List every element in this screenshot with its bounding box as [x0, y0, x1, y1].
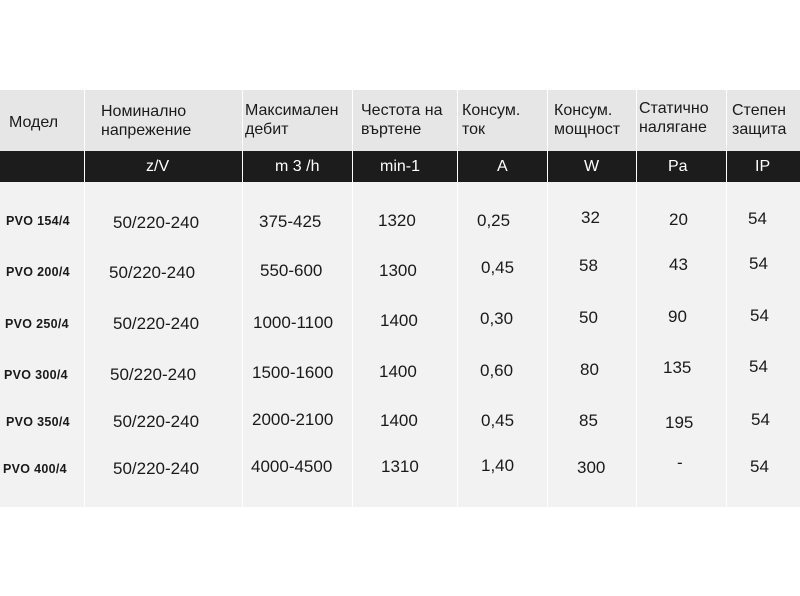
cell-flow: 2000-2100: [252, 410, 334, 429]
cell-speed: 1300: [379, 261, 417, 280]
cell-flow: 375-425: [259, 212, 322, 231]
cell-protection: 54: [751, 410, 770, 429]
header-current: Консум. ток: [462, 102, 521, 138]
header-static-pressure: Статично налягане: [639, 100, 709, 136]
cell-voltage: 50/220-240: [110, 365, 197, 384]
cell-power: 80: [580, 360, 599, 379]
model-name: PVO 250/4: [5, 317, 69, 331]
unit-voltage: z/V: [146, 158, 170, 175]
header-max-flow: Максимален дебит: [245, 102, 339, 138]
model-name: PVO 200/4: [6, 265, 70, 279]
cell-speed: 1310: [381, 457, 419, 476]
cell-current: 0,60: [480, 361, 514, 380]
cell-flow: 4000-4500: [251, 457, 333, 476]
cell-pressure: 195: [665, 413, 694, 432]
cell-pressure: 20: [669, 210, 688, 229]
cell-flow: 550-600: [260, 261, 323, 280]
cell-protection: 54: [749, 357, 768, 376]
cell-protection: 54: [748, 209, 767, 228]
cell-power: 58: [579, 256, 598, 275]
model-name: PVO 154/4: [6, 214, 70, 228]
cell-current: 0,25: [477, 211, 511, 230]
unit-power: W: [584, 158, 600, 175]
cell-power: 50: [579, 308, 598, 327]
cell-current: 0,45: [481, 258, 515, 277]
column-divider: [726, 90, 727, 507]
cell-pressure: 43: [669, 255, 688, 274]
header-rotation-speed: Честота на въртене: [361, 102, 443, 138]
cell-flow: 1500-1600: [252, 363, 334, 382]
cell-current: 0,30: [480, 309, 514, 328]
cell-power: 32: [581, 208, 600, 227]
cell-protection: 54: [750, 457, 769, 476]
cell-protection: 54: [749, 254, 768, 273]
cell-current: 1,40: [481, 456, 515, 475]
cell-pressure: 90: [668, 307, 687, 326]
cell-voltage: 50/220-240: [113, 412, 200, 431]
cell-power: 85: [579, 411, 598, 430]
unit-flow: m 3 /h: [275, 158, 320, 175]
model-name: PVO 350/4: [6, 415, 70, 429]
cell-pressure: 135: [663, 358, 692, 377]
cell-voltage: 50/220-240: [109, 263, 196, 282]
cell-current: 0,45: [481, 411, 515, 430]
unit-speed: min-1: [380, 158, 421, 175]
cell-speed: 1400: [380, 411, 418, 430]
cell-protection: 54: [750, 306, 769, 325]
column-divider: [352, 90, 353, 507]
cell-voltage: 50/220-240: [113, 213, 200, 232]
unit-pressure: Pa: [668, 158, 688, 175]
column-divider: [636, 90, 637, 507]
model-name: PVO 300/4: [4, 368, 68, 382]
header-protection: Степен защита: [732, 102, 787, 138]
header-power: Консум. мощност: [554, 102, 621, 138]
column-divider: [547, 90, 548, 507]
unit-current: A: [497, 158, 508, 175]
cell-voltage: 50/220-240: [113, 459, 200, 478]
spec-table: [0, 90, 800, 507]
cell-power: 300: [577, 458, 606, 477]
cell-pressure: -: [677, 453, 683, 472]
column-divider: [84, 90, 85, 507]
header-voltage: Номинално напрежение: [101, 103, 192, 139]
column-divider: [242, 90, 243, 507]
cell-voltage: 50/220-240: [113, 314, 200, 333]
header-model: Модел: [9, 114, 59, 131]
cell-speed: 1400: [380, 311, 418, 330]
unit-protection: IP: [755, 158, 771, 175]
cell-speed: 1400: [379, 362, 417, 381]
model-name: PVO 400/4: [3, 462, 67, 476]
cell-speed: 1320: [378, 211, 416, 230]
column-divider: [457, 90, 458, 507]
cell-flow: 1000-1100: [253, 313, 334, 332]
